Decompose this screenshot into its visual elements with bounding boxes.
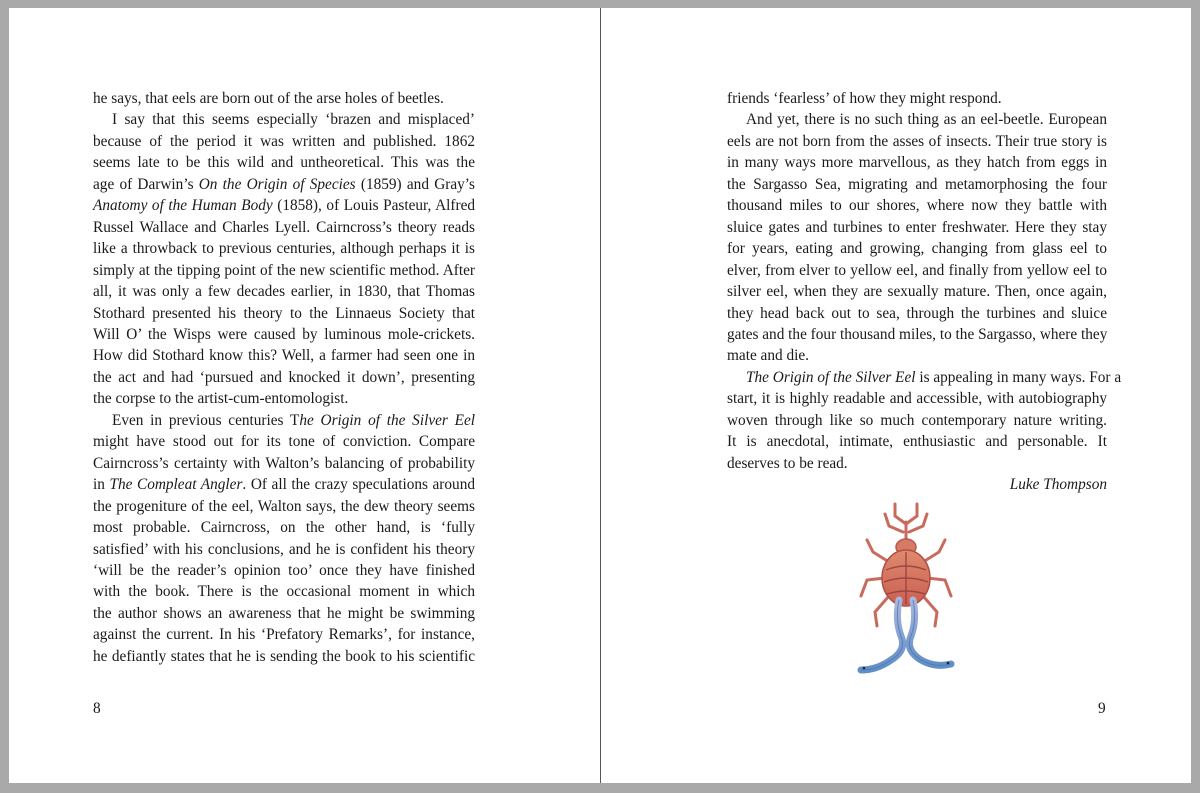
right-text-line: The Origin of the Silver Eel is appealing in many ways. For a [746, 368, 1122, 386]
left-text-line: against the current. In his ‘Prefatory Remarks’, for instance, [93, 626, 475, 644]
right-text-line: deserves to be read. [727, 454, 848, 472]
page-number-left: 8 [93, 700, 101, 717]
left-page [9, 8, 600, 783]
right-text-line: the Sargasso Sea, migrating and metamorphosing the four [727, 175, 1107, 193]
left-text-line: I say that this seems especially ‘brazen and misplaced’ [112, 111, 475, 129]
right-page-text [727, 88, 1122, 496]
left-text-line: most probable. Cairncross, on the other hand, is ‘fully [93, 519, 475, 537]
right-text-line: silver eel, when they are sexually mature. Then, once again, [727, 283, 1107, 301]
right-text-line: mate and die. [727, 347, 809, 365]
eel-beetle-illustration [851, 500, 961, 685]
page-number-right: 9 [1098, 700, 1106, 717]
left-text-line: the act and had ‘pursued and knocked it down’, presenting [93, 368, 475, 386]
right-text-line: eels are not born from the asses of insects. Their true story is [727, 132, 1107, 150]
left-text-line: like a throwback to previous centuries, although perhaps it is [93, 240, 475, 258]
right-text-line: elver, from elver to yellow eel, and finally from yellow eel to [727, 261, 1107, 279]
left-text-line: because of the period it was written and published. 1862 [93, 132, 475, 150]
right-text-line: thousand miles to our shores, where now they battle with [727, 197, 1107, 215]
right-text-line: It is anecdotal, intimate, enthusiastic and personable. It [727, 433, 1107, 451]
left-text-line: How did Stothard know this? Well, a farmer had seen one in [93, 347, 475, 365]
book-spread [9, 8, 1191, 783]
author-signature: Luke Thompson [1009, 476, 1107, 494]
left-text-line: Anatomy of the Human Body (1858), of Louis Pasteur, Alfred [93, 197, 476, 215]
left-text-line: with the book. There is the occasional moment in which [93, 583, 475, 601]
left-text-line: the corpse to the artist-cum-entomologist. [93, 390, 349, 408]
left-text-line: Russel Wallace and Charles Lyell. Cairncross’s theory reads [93, 218, 475, 236]
left-text-line: ‘will be the reader’s opinion too’ once they have finished [93, 561, 475, 579]
left-text-line: he defiantly states that he is sending the book to his scientific [93, 647, 475, 665]
left-text-line: Even in previous centuries The Origin of the Silver Eel [112, 411, 475, 429]
right-text-line: gates and the four thousand miles, to the Sargasso, where they [727, 325, 1108, 343]
right-text-line: woven through like so much contemporary nature writing. [727, 411, 1107, 429]
right-text-line: And yet, there is no such thing as an eel-beetle. European [746, 111, 1107, 129]
right-text-line: start, it is highly readable and accessible, with autobiography [727, 390, 1107, 408]
right-text-line: for years, eating and growing, changing from glass eel to [727, 240, 1107, 258]
left-text-line: the progeniture of the eel, Walton says, the dew theory seems [93, 497, 475, 515]
left-text-line: all, it was only a few decades earlier, in 1830, that Thomas [93, 283, 475, 301]
left-text-line: the author shows an awareness that he might be swimming [93, 604, 475, 622]
right-text-line: friends ‘fearless’ of how they might respond. [727, 90, 1002, 107]
right-text-line: sluice gates and turbines to enter freshwater. Here they stay [727, 218, 1107, 236]
left-text-line: satisfied’ with his conclusions, and he is confident his theory [93, 540, 475, 558]
left-text-line: in The Compleat Angler. Of all the crazy speculations around [93, 476, 475, 494]
right-text-line: in many ways more marvellous, as they hatch from eggs in [727, 154, 1107, 172]
left-text-line: seems late to be this wild and untheoretical. This was the [93, 154, 475, 172]
left-text-line: might have stood out for its tone of conviction. Compare [93, 433, 475, 451]
right-page [601, 8, 1191, 783]
left-text-line: Cairncross’s certainty with Walton’s balancing of probability [93, 454, 475, 472]
left-text-line: age of Darwin’s On the Origin of Species (1859) and Gray’s [93, 175, 475, 193]
left-text-line: simply at the tipping point of the new scientific method. After [93, 261, 475, 279]
left-page-text [93, 88, 475, 667]
right-text-line: they head back out to sea, through the turbines and sluice [727, 304, 1107, 322]
left-text-line: Stothard presented his theory to the Linnaeus Society that [93, 304, 475, 322]
left-text-line: he says, that eels are born out of the arse holes of beetles. [93, 90, 444, 107]
left-text-line: Will O’ the Wisps were caused by luminous mole-crickets. [93, 325, 475, 343]
